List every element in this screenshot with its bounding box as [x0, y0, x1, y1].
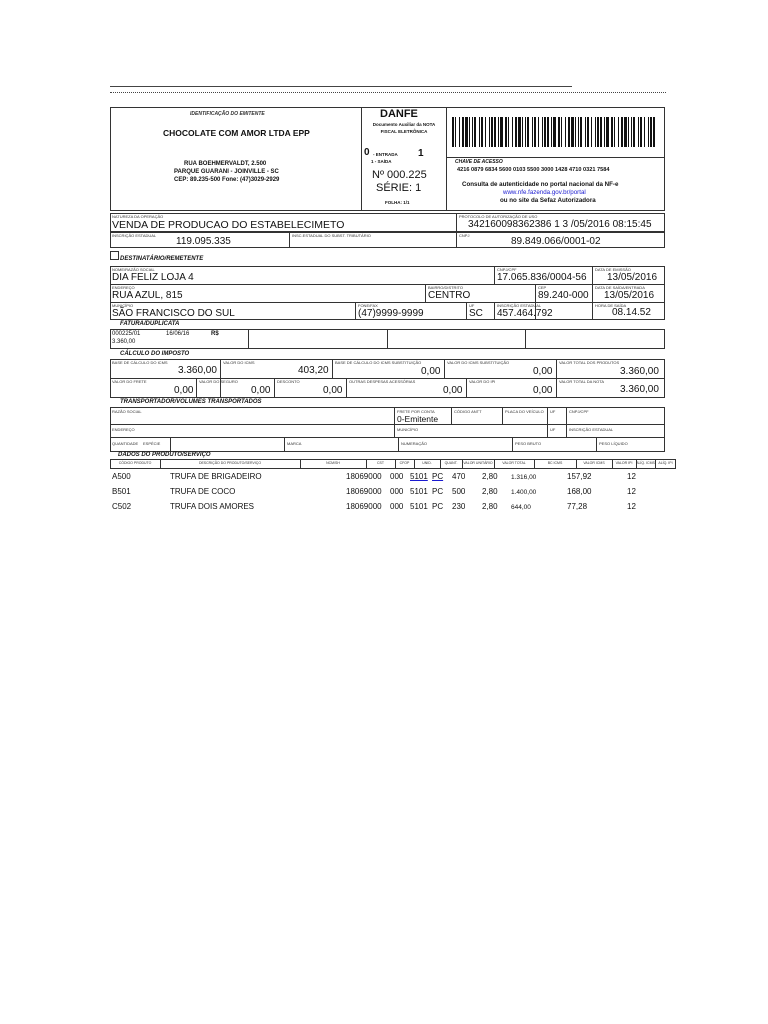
product-aliq: 12 — [627, 472, 636, 481]
recipient-name-label: NOME/RAZÃO SOCIAL — [112, 267, 155, 272]
products-header-divider — [395, 459, 396, 469]
product-cst: 000 — [390, 502, 404, 511]
tax-col-4 — [556, 359, 557, 398]
city-label: MUNICÍPIO — [112, 303, 134, 308]
icms-base: 3.360,00 — [178, 365, 217, 376]
transport-row-line-2 — [110, 437, 665, 438]
invoice-number: 000225/01 — [112, 331, 141, 337]
products-header-12: ALÍQ. ICMS — [636, 461, 655, 465]
ie-st-label: INSC.ESTADUAL DO SUBST. TRIBUTÁRIO — [292, 233, 371, 238]
exit-date: 13/05/2016 — [604, 290, 655, 301]
invoice-col-1 — [248, 329, 249, 349]
recipient-col-2 — [592, 266, 593, 320]
products-header-divider — [655, 459, 656, 469]
recipient-col-7 — [494, 302, 495, 320]
icms-value-label: VALOR DO ICMS — [223, 360, 255, 365]
exit-date-label: DATA DE SAÍDA/ENTRADA — [595, 285, 645, 290]
product-cfop: 5101 — [410, 487, 428, 496]
products-header-divider — [612, 459, 613, 469]
products-header-4: CFOP — [399, 461, 410, 465]
nf-number: Nº 000.225 — [372, 169, 427, 181]
ie-divider-1 — [289, 232, 290, 248]
invoice-total-label: VALOR TOTAL DA NOTA — [559, 379, 605, 384]
top-dotted-line — [110, 92, 666, 93]
other-expenses-label: OUTRAS DESPESAS ACESSÓRIAS — [349, 379, 416, 384]
recipient-cnpj: 17.065.836/0004-56 — [497, 272, 587, 283]
products-header-0: CÓDIGO PRODUTO — [118, 461, 152, 465]
ipi-label: VALOR DO IPI — [469, 379, 496, 384]
access-key: 4216 0879 6834 5600 0103 5500 3000 1428 4710 0321 7584 — [457, 167, 610, 173]
recipient-ie-label: INSCRIÇÃO ESTADUAL — [497, 303, 542, 308]
carrier-uf2-label: UF — [550, 427, 556, 432]
products-header-divider — [462, 459, 463, 469]
transport-col-7 — [170, 437, 171, 452]
ie-label: INSCRIÇÃO ESTADUAL — [112, 233, 157, 238]
insurance-value: 0,00 — [251, 385, 271, 396]
cnpj-label: CNPJ — [459, 233, 470, 238]
product-cfop: 5101 — [410, 472, 428, 481]
nf-series: SÉRIE: 1 — [376, 182, 422, 194]
emission-date: 13/05/2016 — [607, 272, 658, 283]
product-unit: PC — [432, 502, 444, 511]
products-header-10: VALOR ICMS — [583, 461, 605, 465]
product-cfop: 5101 — [410, 502, 428, 511]
carrier-uf-label: UF — [550, 409, 556, 414]
products-header-3: CST — [377, 461, 384, 465]
access-key-label: CHAVE DE ACESSO — [455, 159, 503, 165]
product-bc: 77,28 — [567, 502, 588, 511]
invoice-due-date: 16/06/16 — [166, 331, 190, 337]
products-header-9: BC ICMS — [547, 461, 563, 465]
nature-divider — [456, 213, 457, 232]
transport-col-10 — [512, 437, 513, 452]
carrier-name-label: RAZÃO SOCIAL — [112, 409, 142, 414]
district: CENTRO — [428, 290, 471, 301]
recipient-col-1 — [494, 266, 495, 284]
product-desc: TRUFA DOIS AMORES — [170, 502, 255, 511]
recipient-ie: 457.464.792 — [497, 308, 553, 319]
recipient-cnpj-label: CNPJ/CPF — [497, 267, 517, 272]
products-header-1: DESCRIÇÃO DO PRODUTO/SERVIÇO — [198, 461, 262, 465]
barcode-divider — [446, 157, 665, 158]
brand-label: MARCA — [287, 441, 302, 446]
cnpj-value: 89.849.066/0001-02 — [511, 236, 601, 247]
products-header-divider — [440, 459, 441, 469]
product-total: 1.400,00 — [511, 488, 537, 496]
recipient-col-5 — [355, 302, 356, 320]
products-header-divider — [576, 459, 577, 469]
entry-code: 0 — [364, 147, 370, 158]
nature-value: VENDA DE PRODUCAO DO ESTABELECIMETO — [112, 219, 345, 231]
products-header-divider — [414, 459, 415, 469]
products-header-divider — [160, 459, 161, 469]
freight-mode: 0-Emitente — [397, 414, 439, 424]
recipient-col-3 — [425, 284, 426, 302]
invoice-value: 3.360,00 — [112, 339, 136, 345]
tax-col-5 — [196, 378, 197, 398]
freight-label: VALOR DO FRETE — [112, 379, 147, 384]
product-total: 1.316,00 — [511, 473, 537, 481]
product-code: A500 — [112, 472, 131, 481]
uf-label: UF — [469, 303, 475, 308]
product-code: B501 — [112, 487, 131, 496]
products-header-7: VALOR UNITÁRIO — [463, 461, 493, 465]
products-header-divider — [636, 459, 637, 469]
products-header-8: VALOR TOTAL — [502, 461, 526, 465]
product-ncm: 18069000 — [346, 502, 382, 511]
transport-col-2 — [451, 407, 452, 424]
transport-col-6 — [394, 424, 395, 437]
emitter-box — [110, 107, 362, 211]
carrier-ie-label: INSCRIÇÃO ESTADUAL — [569, 427, 614, 432]
transport-section-title: TRANSPORTADOR/VOLUMES TRANSPORTADOS — [120, 399, 262, 405]
product-aliq: 12 — [627, 502, 636, 511]
invoice-section-title: FATURA/DUPLICATA — [120, 321, 180, 327]
freight-value: 0,00 — [174, 385, 194, 396]
transport-col-4 — [547, 407, 548, 437]
products-header-13: ALÍQ. IPI — [658, 461, 673, 465]
consult-line-2[interactable]: www.nfe.fazenda.gov.br/portal — [503, 189, 586, 196]
tax-col-7 — [346, 378, 347, 398]
plate-label: PLACA DO VEÍCULO — [505, 409, 544, 414]
recipient-row-line-2 — [110, 302, 665, 303]
tax-section-title: CÁLCULO DO IMPOSTO — [120, 351, 190, 357]
products-header-divider — [300, 459, 301, 469]
recipient-checkbox — [110, 251, 119, 260]
page-count: FOLHA: 1/1 — [385, 200, 410, 205]
products-total-label: VALOR TOTAL DOS PRODUTOS — [559, 360, 620, 365]
protocol-value: 342160098362386 1 3 /05/2016 08:15:45 — [468, 219, 652, 230]
products-header-divider — [534, 459, 535, 469]
product-qty: 230 — [452, 502, 466, 511]
discount-label: DESCONTO — [277, 379, 300, 384]
product-unit_value: 2,80 — [482, 502, 498, 511]
icms-st-base: 0,00 — [421, 366, 441, 377]
antt-label: CÓDIGO ANTT — [454, 409, 482, 414]
recipient-address: RUA AZUL, 815 — [112, 290, 183, 301]
invoice-total: 3.360,00 — [620, 384, 659, 395]
transport-col-9 — [398, 437, 399, 452]
cep-label: CEP — [538, 285, 547, 290]
invoice-col-2 — [387, 329, 388, 349]
species-label: ESPÉCIE — [143, 441, 161, 446]
invoice-col-3 — [525, 329, 526, 349]
company-name: CHOCOLATE COM AMOR LTDA EPP — [163, 128, 310, 138]
exit-label: 1 - SAÍDA — [371, 159, 392, 164]
danfe-title: DANFE — [380, 108, 418, 120]
product-code: C502 — [112, 502, 132, 511]
icms-st-value-label: VALOR DO ICMS SUBSTITUIÇÃO — [447, 360, 510, 365]
discount-value: 0,00 — [323, 385, 343, 396]
tax-col-8 — [466, 378, 467, 398]
products-header-6: QUANT. — [444, 461, 458, 465]
gross-weight-label: PESO BRUTO — [515, 441, 542, 446]
tax-col-2 — [332, 359, 333, 378]
product-total: 644,00 — [511, 503, 531, 511]
product-ncm: 18069000 — [346, 472, 382, 481]
phone-label: FONE/FAX — [358, 303, 378, 308]
cep: 89.240-000 — [538, 290, 589, 301]
product-qty: 470 — [452, 472, 466, 481]
phone: (47)9999-9999 — [358, 308, 424, 319]
entry-label: - ENTRADA — [373, 152, 398, 157]
icms-st-value: 0,00 — [533, 366, 553, 377]
uf: SC — [469, 308, 483, 319]
recipient-name: DIA FELIZ LOJA 4 — [112, 272, 194, 283]
product-unit: PC — [432, 487, 444, 496]
carrier-city-label: MUNICÍPIO — [397, 427, 419, 432]
insurance-label: VALOR DO SEGURO — [199, 379, 238, 384]
product-desc: TRUFA DE BRIGADEIRO — [170, 472, 262, 481]
transport-col-5 — [566, 407, 567, 437]
barcode-image — [452, 117, 658, 147]
product-unit_value: 2,80 — [482, 472, 498, 481]
product-desc: TRUFA DE COCO — [170, 487, 236, 496]
transport-col-3 — [502, 407, 503, 424]
emitter-address-3: CEP: 89.235-500 Fone: (47)3029-2929 — [174, 177, 280, 183]
transport-row-line-1 — [110, 424, 665, 425]
invoice-currency: R$ — [211, 331, 219, 337]
transport-col-1 — [394, 407, 395, 424]
other-expenses-value: 0,00 — [443, 385, 463, 396]
product-unit_value: 2,80 — [482, 487, 498, 496]
quantity-label: QUANTIDADE — [112, 441, 139, 446]
icms-st-base-label: BASE DE CÁLCULO DO ICMS SUBSTITUIÇÃO — [335, 360, 422, 365]
top-rule-line — [110, 86, 572, 87]
recipient-row-line-1 — [110, 284, 665, 285]
ie-divider-2 — [456, 232, 457, 248]
transport-col-11 — [596, 437, 597, 452]
icms-base-label: BASE DE CÁLCULO DO ICMS — [112, 360, 168, 365]
emitter-address-2: PARQUE GUARANI - JOINVILLE - SC — [174, 169, 279, 175]
district-label: BAIRRO/DISTRITO — [428, 285, 464, 290]
transport-col-8 — [284, 437, 285, 452]
recipient-section-title: DESTINATÁRIO/REMETENTE — [120, 256, 204, 262]
ie-value: 119.095.335 — [176, 236, 231, 247]
numbering-label: NUMERAÇÃO — [401, 441, 428, 446]
product-cst: 000 — [390, 472, 404, 481]
products-header-11: VALOR IPI — [615, 461, 633, 465]
emission-date-label: DATA DE EMISSÃO — [595, 267, 631, 272]
protocol-label: PROTOCOLO DE AUTORIZAÇÃO DE USO — [459, 214, 538, 219]
product-qty: 500 — [452, 487, 466, 496]
carrier-address-label: ENDEREÇO — [112, 427, 135, 432]
consult-line-3: ou no site da Sefaz Autorizadora — [500, 197, 596, 204]
danfe-description: Documento Auxiliar da NOTA FISCAL ELETRÔNICA — [372, 122, 436, 134]
products-header-5: UNID. — [422, 461, 432, 465]
products-header-2: NCM/SH — [326, 461, 340, 465]
product-cst: 000 — [390, 487, 404, 496]
product-bc: 157,92 — [567, 472, 592, 481]
consult-line-1: Consulta de autenticidade no portal nacional da NF-e — [462, 181, 619, 188]
tax-col-6 — [274, 378, 275, 398]
tax-col-3 — [444, 359, 445, 378]
freight-mode-label: FRETE POR CONTA — [397, 409, 435, 414]
product-unit: PC — [432, 472, 444, 481]
exit-time: 08.14.52 — [612, 307, 651, 318]
products-header-divider — [494, 459, 495, 469]
net-weight-label: PESO LÍQUIDO — [599, 441, 628, 446]
recipient-address-label: ENDEREÇO — [112, 285, 135, 290]
icms-value: 403,20 — [298, 365, 329, 376]
city: SÃO FRANCISCO DO SUL — [112, 308, 235, 319]
product-aliq: 12 — [627, 487, 636, 496]
recipient-col-6 — [466, 302, 467, 320]
products-section-title: DADOS DO PRODUTO/SERVIÇO — [118, 452, 211, 458]
products-total: 3.360,00 — [620, 366, 659, 377]
type-value: 1 — [418, 148, 424, 159]
emitter-title: IDENTIFICAÇÃO DO EMITENTE — [190, 111, 265, 117]
products-header-divider — [366, 459, 367, 469]
ipi-value: 0,00 — [533, 385, 553, 396]
carrier-cnpj-label: CNPJ/CPF — [569, 409, 589, 414]
nature-label: NATUREZA DA OPERAÇÃO — [112, 214, 164, 219]
emitter-address-1: RUA BOEHMERVALDT, 2.500 — [184, 161, 267, 167]
exit-time-label: HORA DE SAÍDA — [595, 303, 627, 308]
product-bc: 168,00 — [567, 487, 592, 496]
product-ncm: 18069000 — [346, 487, 382, 496]
